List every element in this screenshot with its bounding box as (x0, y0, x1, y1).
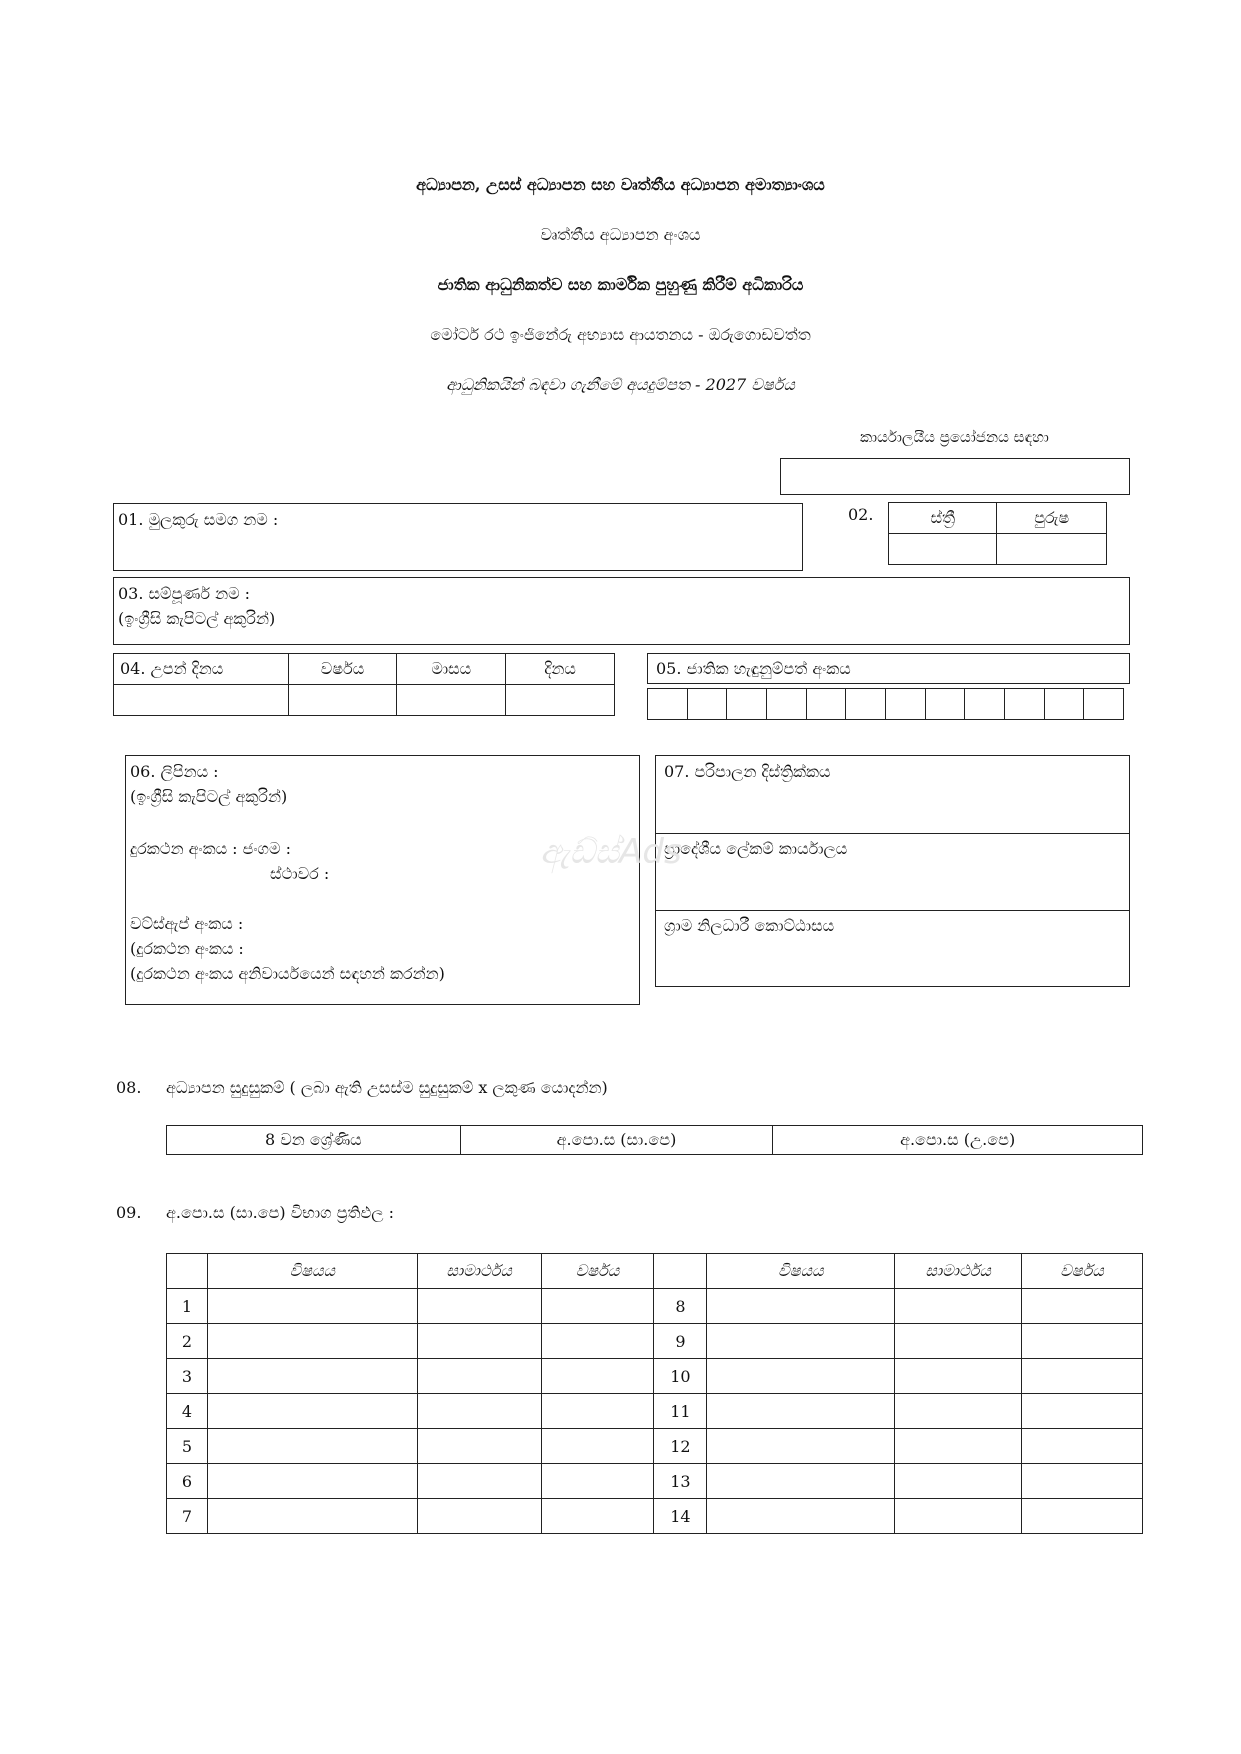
table-row (167, 1464, 1143, 1499)
gender-female-header: ස්ත්‍රී (889, 503, 997, 534)
grade-input[interactable] (895, 1394, 1022, 1429)
results-header-year: වර්ෂය (1022, 1254, 1143, 1289)
office-use-label: කාර්යාලයීය ප්‍රයෝජනය සඳහා (860, 428, 1049, 446)
name-with-initials-field[interactable] (113, 503, 803, 571)
gender-male-header: පුරුෂ (997, 503, 1107, 534)
whatsapp-label: වට්ස්ඇප් අංකය : (130, 914, 244, 933)
q01-label: 01. මුලකුරු සමග නම : (118, 510, 279, 529)
table-row (167, 1429, 1143, 1464)
nic-digit-cell[interactable] (1004, 689, 1044, 720)
gender-table (888, 502, 1107, 565)
year-input[interactable] (541, 1359, 654, 1394)
year-input[interactable] (541, 1499, 654, 1534)
landline-label: ස්ථාවර : (270, 864, 330, 883)
q05-label: 05. ජාතික හැඳුනුම්පත් අංකය (656, 659, 851, 678)
table-row (167, 1499, 1143, 1534)
row-number: 13 (654, 1464, 707, 1499)
subject-input[interactable] (707, 1324, 895, 1359)
nic-label-box (647, 653, 1130, 684)
row-number: 7 (167, 1499, 208, 1534)
divisional-secretariat-field[interactable] (656, 833, 1129, 911)
institute-title: මෝටර් රථ ඉංජිනේරු අභ්‍යාස ආයතනය - ඔරුගොඩවත්ත (430, 325, 811, 344)
dob-month-header: මාසය (397, 654, 506, 685)
row-number: 2 (167, 1324, 208, 1359)
q02-label: 02. (848, 505, 874, 524)
grade-input[interactable] (417, 1499, 541, 1534)
dob-year-input[interactable] (288, 685, 397, 716)
q08-label: අධ්‍යාපන සුදුසුකම් ( ලබා ඇති උසස්ම සුදුසුකම් x ලකුණ යොදන්න) (166, 1078, 608, 1097)
nic-digit-cell[interactable] (687, 689, 727, 720)
nic-digit-cell[interactable] (965, 689, 1005, 720)
results-header-grade: සාමාර්ථය (417, 1254, 541, 1289)
q03-label: 03. සම්පූර්ණ නම : (118, 584, 251, 603)
row-number: 6 (167, 1464, 208, 1499)
subject-input[interactable] (707, 1289, 895, 1324)
year-input[interactable] (1022, 1464, 1143, 1499)
grade-input[interactable] (895, 1499, 1022, 1534)
results-header-grade: සාමාර්ථය (895, 1254, 1022, 1289)
subject-input[interactable] (207, 1394, 417, 1429)
row-number: 3 (167, 1359, 208, 1394)
district-field[interactable] (656, 756, 1129, 834)
year-input[interactable] (541, 1394, 654, 1429)
gender-female-checkbox[interactable] (889, 534, 997, 565)
gender-male-checkbox[interactable] (997, 534, 1107, 565)
whatsapp-phone-label: (දුරකථන අංකය : (130, 939, 244, 958)
subject-input[interactable] (707, 1394, 895, 1429)
qualification-al[interactable]: අ.පො.ස (උ.පෙ) (773, 1126, 1143, 1155)
nic-digit-cell[interactable] (766, 689, 806, 720)
results-header-no (654, 1254, 707, 1289)
q06-label: 06. ලිපිනය : (130, 762, 219, 781)
nic-digit-cell[interactable] (1084, 689, 1124, 720)
dob-day-input[interactable] (506, 685, 615, 716)
authority-title: ජාතික ආධුනිකත්ව සහ කාර්මික පුහුණු කිරීම් අධිකාරිය (437, 275, 804, 294)
row-number: 11 (654, 1394, 707, 1429)
grade-input[interactable] (417, 1429, 541, 1464)
year-input[interactable] (1022, 1359, 1143, 1394)
ol-results-table (166, 1253, 1143, 1534)
nic-digit-cell[interactable] (1044, 689, 1084, 720)
q09-number: 09. (116, 1203, 142, 1222)
year-input[interactable] (1022, 1394, 1143, 1429)
grade-input[interactable] (417, 1394, 541, 1429)
grade-input[interactable] (417, 1464, 541, 1499)
results-header-year: වර්ෂය (541, 1254, 654, 1289)
qualification-table (166, 1125, 1143, 1155)
qualification-grade8[interactable]: 8 වන ශ්‍රේණිය (167, 1126, 461, 1155)
grade-input[interactable] (417, 1324, 541, 1359)
dob-year-header: වර්ෂය (288, 654, 397, 685)
nic-digit-cell[interactable] (925, 689, 965, 720)
subject-input[interactable] (207, 1324, 417, 1359)
dob-month-input[interactable] (397, 685, 506, 716)
subject-input[interactable] (207, 1499, 417, 1534)
q08-number: 08. (116, 1078, 142, 1097)
row-number: 12 (654, 1429, 707, 1464)
table-row (167, 1324, 1143, 1359)
nic-digit-cell[interactable] (727, 689, 767, 720)
row-number: 8 (654, 1289, 707, 1324)
row-number: 14 (654, 1499, 707, 1534)
row-number: 10 (654, 1359, 707, 1394)
admin-district-box (655, 755, 1130, 987)
q06-hint: (ඉංග්‍රීසි කැපිටල් අකුරින්) (130, 787, 288, 806)
division-title: වෘත්තීය අධ්‍යාපන අංශය (540, 225, 701, 244)
q07-label: 07. පරිපාලන දිස්ත්‍රික්කය (664, 762, 831, 781)
subject-input[interactable] (207, 1359, 417, 1394)
watermark-logo: ඇඩ්ස්Ads (540, 832, 682, 872)
year-input[interactable] (1022, 1499, 1143, 1534)
mobile-phone-label: දුරකථන අංකය : ජංගම : (130, 839, 291, 858)
q09-label: අ.පො.ස (සා.පෙ) විභාග ප්‍රතිඵල : (166, 1203, 394, 1222)
row-number: 5 (167, 1429, 208, 1464)
subject-input[interactable] (707, 1464, 895, 1499)
year-input[interactable] (1022, 1289, 1143, 1324)
nic-digit-cell[interactable] (846, 689, 886, 720)
subject-input[interactable] (207, 1429, 417, 1464)
results-header-subject: විෂයය (207, 1254, 417, 1289)
nic-digit-cell[interactable] (648, 689, 688, 720)
nic-digit-cell[interactable] (806, 689, 846, 720)
grade-input[interactable] (895, 1359, 1022, 1394)
subject-input[interactable] (207, 1464, 417, 1499)
subject-input[interactable] (707, 1359, 895, 1394)
year-input[interactable] (541, 1464, 654, 1499)
grade-input[interactable] (417, 1359, 541, 1394)
grade-input[interactable] (895, 1324, 1022, 1359)
row-number: 9 (654, 1324, 707, 1359)
full-name-field[interactable] (113, 577, 1130, 645)
nic-number-table (647, 688, 1124, 720)
ministry-title: අධ්‍යාපන, උසස් අධ්‍යාපන සහ වෘත්තීය අධ්‍යාපන අමාත්‍යාංශය (416, 175, 825, 194)
year-input[interactable] (541, 1289, 654, 1324)
gn-division-field[interactable] (656, 910, 1129, 986)
date-of-birth-table (113, 653, 615, 716)
year-input[interactable] (541, 1429, 654, 1464)
grade-input[interactable] (895, 1289, 1022, 1324)
grade-input[interactable] (895, 1464, 1022, 1499)
year-input[interactable] (1022, 1429, 1143, 1464)
table-row (167, 1359, 1143, 1394)
year-input[interactable] (541, 1324, 654, 1359)
address-contact-field[interactable] (125, 755, 640, 1005)
dob-day-header: දිනය (506, 654, 615, 685)
results-header-subject: විෂයය (707, 1254, 895, 1289)
results-header-no (167, 1254, 208, 1289)
subject-input[interactable] (707, 1429, 895, 1464)
year-input[interactable] (1022, 1324, 1143, 1359)
gn-label: ග්‍රාම නිලධාරී කොට්ඨාසය (664, 916, 835, 935)
row-number: 4 (167, 1394, 208, 1429)
subject-input[interactable] (207, 1289, 417, 1324)
q04-label: 04. උපන් දිනය (114, 654, 289, 685)
dob-spacer-cell (114, 685, 289, 716)
table-row (167, 1289, 1143, 1324)
qualification-ol[interactable]: අ.පො.ස (සා.පෙ) (460, 1126, 773, 1155)
ds-label: ප්‍රාදේශීය ලේකම් කාර්යාලය (664, 839, 848, 858)
office-use-box (780, 458, 1130, 495)
table-row (167, 1394, 1143, 1429)
grade-input[interactable] (417, 1289, 541, 1324)
form-title: ආධුනිකයින් බඳවා ගැනීමේ අයදුම්පත - 2027 වර්ෂය (446, 375, 795, 394)
q03-hint: (ඉංග්‍රීසි කැපිටල් අකුරින්) (118, 609, 276, 628)
nic-digit-cell[interactable] (885, 689, 925, 720)
row-number: 1 (167, 1289, 208, 1324)
subject-input[interactable] (707, 1499, 895, 1534)
grade-input[interactable] (895, 1429, 1022, 1464)
phone-mandatory-note: (දුරකථන අංකය අනිවාර්යයෙන් සඳහන් කරන්න) (130, 964, 445, 983)
